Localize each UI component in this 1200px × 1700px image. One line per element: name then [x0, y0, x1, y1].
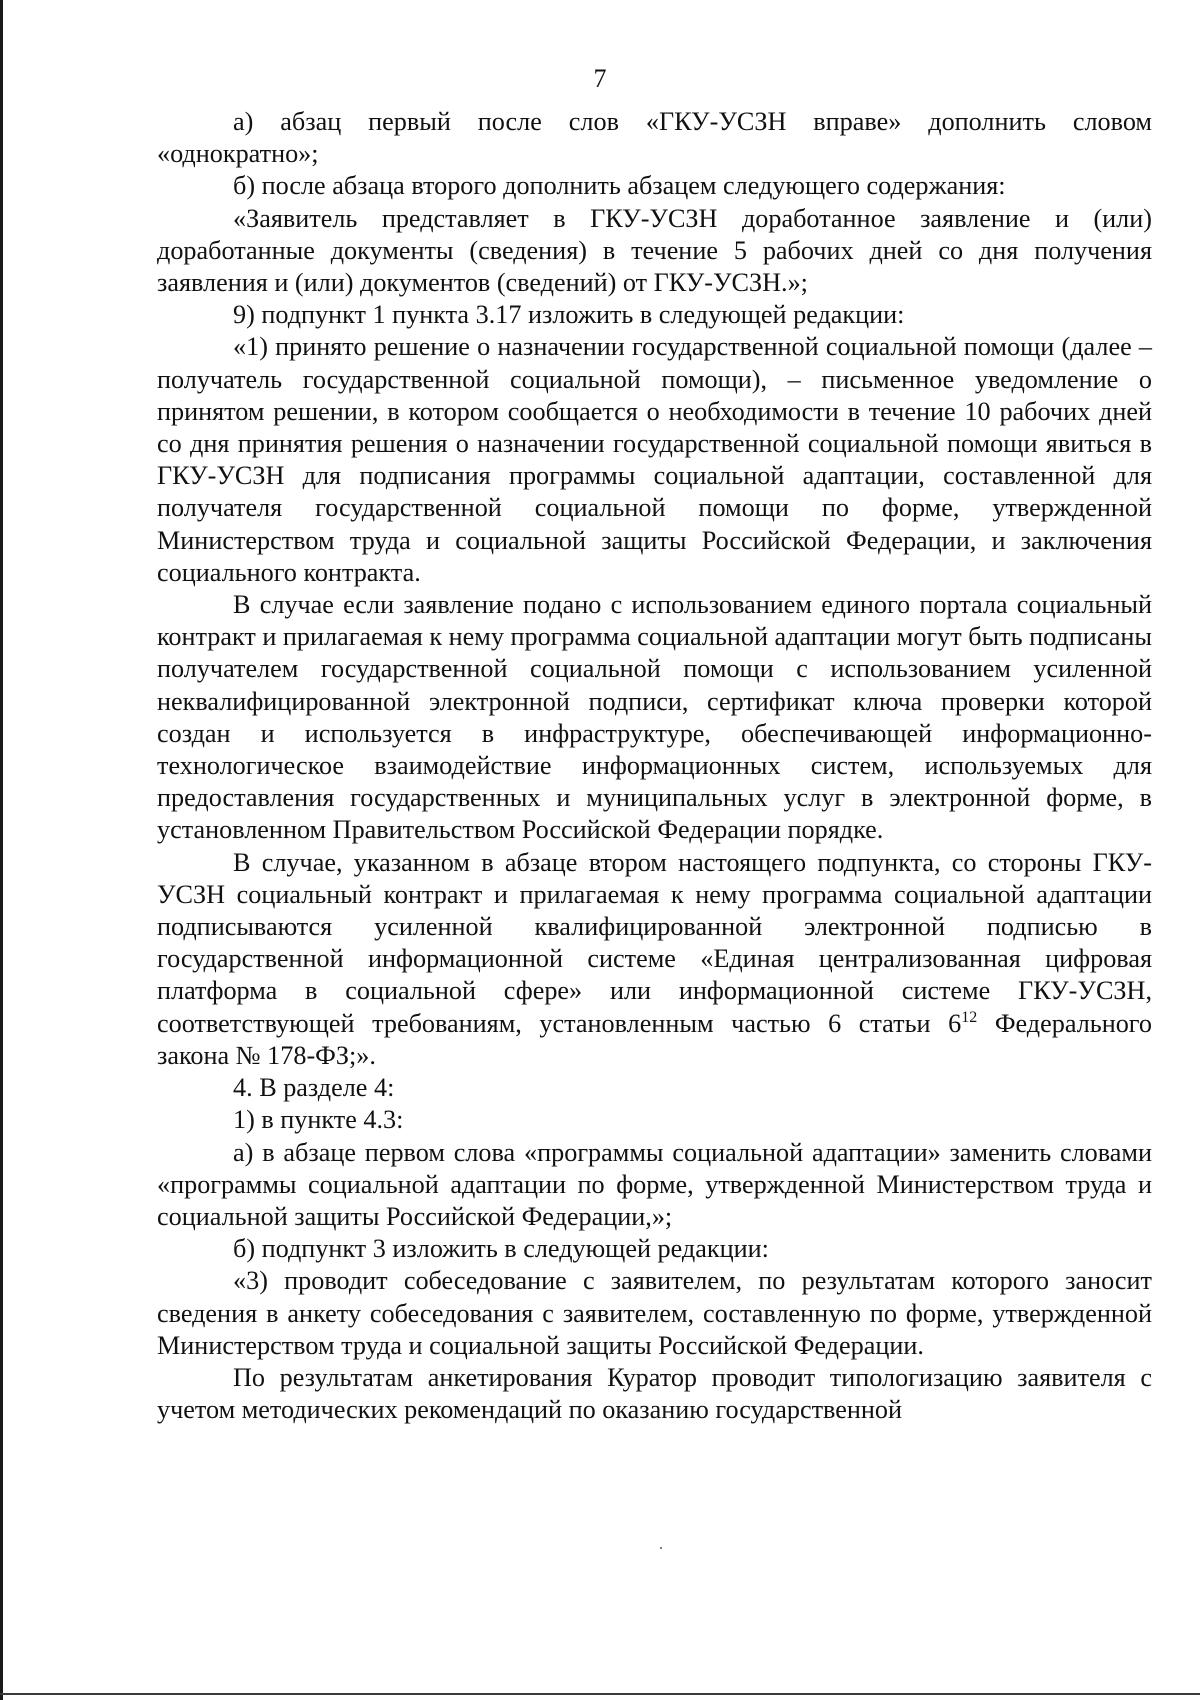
paragraph-decision-notice: «1) принято решение о назначении государственной социальной помощи (далее – получатель государственной социальной помощи), – письменное уведомление о принятом решении, в котором сообщается о необходимости в течение 10 рабочих дней со дня принятия решения о назначении государственной социальной помощи явиться в ГКУ-УСЗН для подписания программы социальной адаптации, составленной для получателя государственной социальной помощи по форме, утвержденной Министерством труда и социальной защиты Российской Федерации, и заключения социального контракта. — [157, 332, 1152, 587]
paragraph-subitem-3: б) подпункт 3 изложить в следующей редакции: — [233, 1234, 769, 1264]
scan-speck — [660, 1547, 662, 1549]
paragraph-amendment-b: б) после абзаца второго дополнить абзацем следующего содержания: — [233, 171, 1006, 201]
paragraph-amendment-a: а) абзац первый после слов «ГКУ-УСЗН вправе» дополнить словом «однократно»; — [157, 107, 1152, 169]
paragraph-qualified-signature-tail: Федерального закона № 178-ФЗ;». — [157, 1008, 1152, 1070]
scan-edge-left — [0, 0, 3, 1700]
page-number: 7 — [593, 64, 607, 93]
paragraph-section-4: 4. В разделе 4: — [233, 1073, 395, 1103]
paragraph-unified-portal: В случае если заявление подано с использованием единого портала социальный контракт и прилагаемая к нему программа социальной адаптации могут быть подписаны получателем государственной социальной помощи с использованием усиленной неквалифицированной электронной подписи, сертификат ключа проверки которой создан и используется в инфраструктуре, обеспечивающей информационно-технологическое взаимодействие информационных систем, используемых для предоставления государственных и муниципальных услуг в электронной форме, в установленном Правительством Российской Федерации порядке. — [157, 590, 1152, 845]
paragraph-subitem-9: 9) подпункт 1 пункта 3.17 изложить в следующей редакции: — [233, 300, 905, 330]
document-body — [157, 106, 1152, 1426]
paragraph-interview: «3) проводит собеседование с заявителем, по результатам которого заносит сведения в анкету собеседования с заявителем, составленную по форме, утвержденной Министерством труда и социальной защиты Российской Федерации. — [157, 1266, 1152, 1360]
paragraph-replace-words: а) в абзаце первом слова «программы социальной адаптации» заменить словами «программы социальной адаптации по форме, утвержденной Министерством труда и социальной защиты Российской Федерации,»; — [157, 1137, 1152, 1231]
paragraph-typologization: По результатам анкетирования Куратор проводит типологизацию заявителя с учетом методических рекомендаций по оказанию государственной — [157, 1362, 1152, 1425]
scan-edge-bottom — [0, 1693, 1200, 1695]
paragraph-qualified-signature-text: В случае, указанном в абзаце втором настоящего подпункта, со стороны ГКУ-УСЗН социальный контракт и прилагаемая к нему программа социальной адаптации подписываются усиленной квалифицированной электронной подписью в государственной информационной системе «Единая централизованная цифровая платформа в социальной сфере» или информационной системе ГКУ-УСЗН, соответствующей требованиям, установленным частью 6 статьи 6 — [157, 847, 1152, 1038]
paragraph-applicant-submission: «Заявитель представляет в ГКУ-УСЗН доработанное заявление и (или) доработанные документы (сведения) в течение 5 рабочих дней со дня получения заявления и (или) документов (сведений) от ГКУ-УСЗН.»; — [157, 203, 1152, 298]
paragraph-qualified-signature — [157, 847, 1152, 1072]
paragraph-item-4-3: 1) в пункте 4.3: — [233, 1105, 404, 1135]
footnote-superscript: 12 — [961, 1008, 978, 1026]
